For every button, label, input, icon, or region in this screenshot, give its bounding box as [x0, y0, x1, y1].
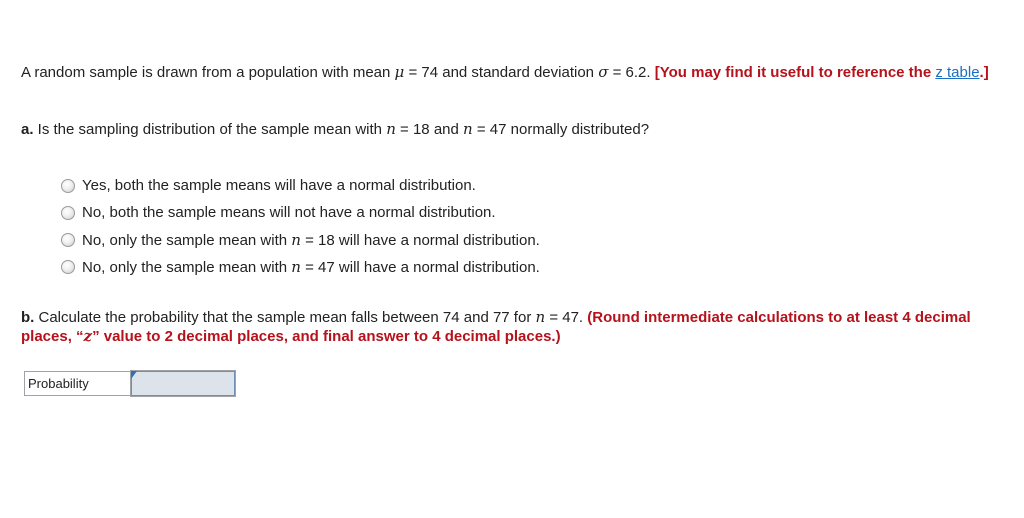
instructions-text-a: (Round intermediate calculations to at least 4 decimal places, “	[21, 309, 971, 345]
n-variable: n	[291, 230, 301, 249]
part-a-text-c: normally distributed?	[506, 121, 650, 138]
option-text-a: No, only the sample mean with	[82, 258, 292, 276]
option-text-b: = 18 will have a normal distribution.	[300, 231, 540, 249]
part-a-text-a: Is the sampling distribution of the sample mean with	[33, 121, 387, 138]
n-variable: n	[291, 257, 301, 276]
part-a-label: a.	[21, 121, 34, 138]
option-label	[82, 177, 476, 194]
probability-input[interactable]	[131, 371, 235, 396]
mean-value: = 74	[404, 64, 439, 81]
reference-note	[655, 64, 989, 81]
part-a-text-b: and	[429, 121, 464, 138]
n-variable: n	[463, 120, 473, 138]
n2-value: = 47	[472, 121, 507, 138]
z-table-link[interactable]: z table	[935, 64, 980, 81]
n-variable: n	[386, 120, 396, 138]
option-text-b: = 47 will have a normal distribution.	[300, 258, 540, 276]
option-only-n47[interactable]	[61, 253, 540, 280]
radio-button[interactable]	[61, 179, 75, 193]
option-text: Yes, both the sample means will have a normal distribution.	[82, 177, 476, 194]
option-only-n18[interactable]	[61, 226, 540, 253]
part-b-question	[21, 308, 1006, 346]
option-label	[82, 258, 540, 276]
intro-text-b: and standard deviation	[438, 64, 599, 81]
radio-button[interactable]	[61, 260, 75, 274]
question-intro	[21, 63, 996, 82]
z-variable: z	[83, 327, 93, 345]
mu-symbol: μ	[394, 63, 405, 81]
part-b-label: b.	[21, 309, 35, 326]
n-value: = 47.	[545, 309, 588, 326]
instructions-text-b: ” value to 2 decimal places, and final answer to 4 decimal places.)	[92, 328, 561, 345]
intro-text-a: A random sample is drawn from a population with mean	[21, 64, 395, 81]
n-variable: n	[535, 308, 546, 326]
answer-row	[24, 371, 235, 396]
sd-value: = 6.2.	[608, 64, 655, 81]
part-b-text-a: Calculate the probability that the sample mean falls between 74 and 77 for	[34, 309, 536, 326]
sigma-symbol: σ	[598, 63, 609, 81]
option-yes-both[interactable]	[61, 172, 540, 199]
option-no-both[interactable]	[61, 199, 540, 226]
option-text-a: No, only the sample mean with	[82, 231, 292, 249]
option-label	[82, 231, 540, 249]
answer-options	[61, 172, 540, 280]
probability-input-wrapper	[131, 371, 235, 396]
reference-close: .]	[979, 64, 989, 81]
radio-button[interactable]	[61, 206, 75, 220]
n1-value: = 18	[395, 121, 430, 138]
option-label	[82, 204, 496, 221]
option-text: No, both the sample means will not have a normal distribution.	[82, 204, 496, 221]
radio-button[interactable]	[61, 233, 75, 247]
reference-open: [You may find it useful to reference the	[654, 64, 936, 81]
part-a-question	[21, 120, 649, 139]
probability-label: Probability	[24, 371, 131, 396]
intro-text	[21, 63, 996, 82]
